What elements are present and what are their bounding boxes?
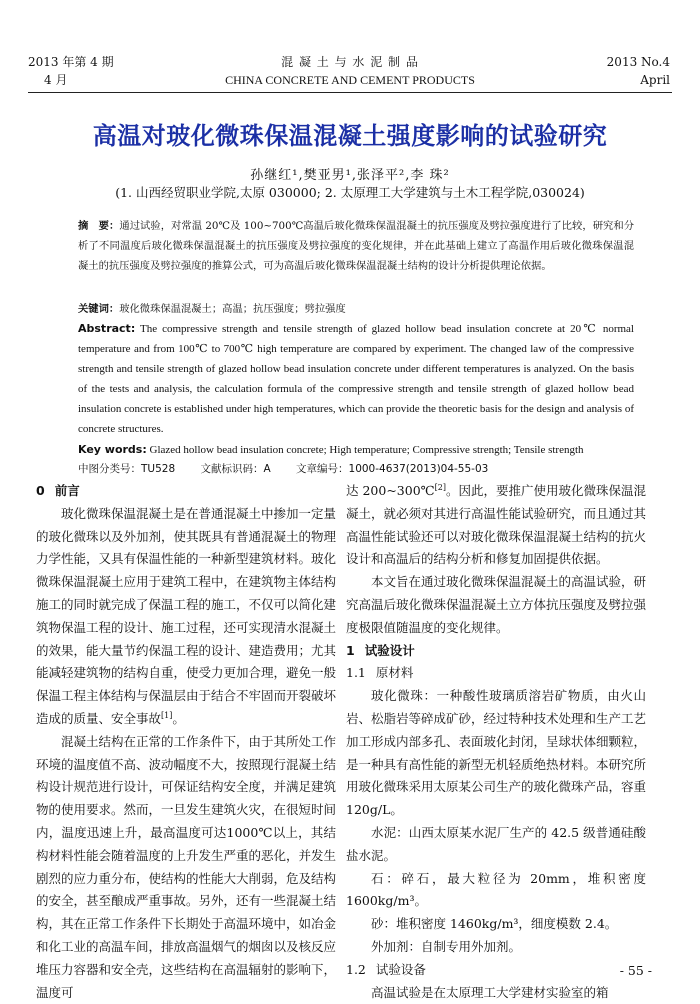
- citation: [2]: [434, 482, 446, 492]
- keywords-cn: [78, 299, 634, 319]
- author-list: 孙继红¹,樊亚男¹,张泽平²,李 珠²: [250, 168, 450, 183]
- affiliations: (1. 山西经贸职业学院,太原 030000; 2. 太原理工大学建筑与土木工程学院,030024): [115, 185, 585, 200]
- paragraph-end: 。: [172, 710, 185, 726]
- section-heading-intro: [36, 480, 336, 503]
- classification-line: [78, 461, 634, 476]
- header-issue-en: 2013 No.4: [606, 55, 670, 69]
- paper-title: 高温对玻化微珠保温混凝土强度影响的试验研究: [92, 122, 608, 150]
- abstract-en-label: Abstract:: [78, 322, 136, 335]
- abstract-en-text: The compressive strength and tensile strength of glazed hollow bead insulation concrete at 20℃ normal temperature and from 100℃ to 700℃ high temperature are compared by experiment. The changed law of the compressive strength and tensile strength of glazed hollow bead insulation concrete under different temperatures is analyzed. On the basis of the tests and analysis, the calculation formula of the compressive strength and tensile strength of glazed hollow bead insulation concrete is established under high temperatures, which can provide the theoretic basis for the design and analysis of concrete structures.: [78, 323, 634, 435]
- paragraph: 混凝土结构在正常的工作条件下，由于其所处工作环境的温度值不高、波动幅度不大，按照现行混凝土结构设计规范进行设计，可保证结构安全度，并满足建筑物的使用要求。然而，一旦发生建筑火灾，在很短时间内，温度迅速上升，最高温度可达1000℃以上，其结构材料性能会随着温度的上升发生严重的恶化，并发生剧烈的应力重分布，使结构的性能大大削弱，危及结构的安全，甚至酿成严重事故。另外，还有一些混凝土结构，其在正常工作条件下长期处于高温环境中，如冶金和化工业的高温车间，排放高温烟气的烟囱以及核反应堆压力容器和安全壳，这些结构在高温辐射的影响下，温度可: [36, 733, 337, 1000]
- subsection-title: 试验设备: [375, 961, 426, 977]
- paragraph: 外加剂：自制专用外加剂。: [371, 938, 522, 954]
- section-title: 前言: [54, 483, 80, 498]
- keywords-en: [78, 440, 634, 460]
- section-title: 试验设计: [364, 642, 415, 658]
- article-id: 文章编号：1000-4637(2013)04-55-03: [296, 463, 489, 475]
- paragraph: 水泥：山西太原某水泥厂生产的 42.5 级普通硅酸盐水泥。: [346, 824, 646, 863]
- section-number: 0: [36, 483, 45, 498]
- keywords-cn-text: 玻化微珠保温混凝土；高温；抗压强度；劈拉强度: [119, 303, 346, 315]
- document-code: 文献标识码：A: [200, 463, 271, 475]
- paragraph: 玻化微珠：一种酸性玻璃质溶岩矿物质，由火山岩、松脂岩等碎成矿砂，经过特种技术处理和生产工艺加工形成内部多孔、表面玻化封闭，呈球状体细颗粒，是一种具有高性能的新型无机轻质绝热材料。本研究所用玻化微珠采用太原某公司生产的玻化微珠产品，容重 120g/L。: [346, 688, 647, 818]
- subsection-heading-materials: [346, 662, 646, 685]
- clc-number: 中图分类号：TU528: [78, 463, 176, 475]
- paragraph-text: 达 200~300℃: [346, 483, 435, 498]
- paragraph: 砂：堆积密度 1460kg/m³，细度模数 2.4。: [371, 916, 618, 932]
- paragraph-text: 玻化微珠保温混凝土是在普通混凝土中掺加一定量的玻化微珠以及外加剂，使其既具有普通混凝土的物理力学性能，又具有保温性能的一种新型建筑材料。玻化微珠保温混凝土应用于建筑工程中，在建筑物主体结构施工的同时就完成了保温工程的施工，不仅可以简化建筑物保温工程的设计、施工过程，还可实现清水混凝土的效果，能大量节约保温工程的设计、建造费用；尤其能减轻建筑物的结构自重，使受力更加合理，避免一般保温工程主体结构与保温层由于结合不牢固而开裂破坏造成的质量、安全事故: [36, 505, 337, 726]
- paragraph: 高温试验是在太原理工大学建材实验室的箱: [371, 984, 609, 1000]
- journal-name-cn: 混 凝 土 与 水 泥 制 品: [281, 55, 419, 69]
- paragraph-end: 。因此，要推广使用玻化微珠保温混凝土，就必须对其进行高温性能试验研究，而且通过其高温性能试验还可以对玻化微珠保温混凝土结构的抗火设计和高温后的结构分析和修复加固提供依据。: [346, 483, 647, 567]
- keywords-en-text: Glazed hollow bead insulation concrete; High temperature; Compressive strength; Tensile strength: [149, 444, 584, 456]
- keywords-en-label: Key words:: [78, 443, 147, 456]
- paragraph: 本文旨在通过玻化微珠保温混凝土的高温试验，研究高温后玻化微珠保温混凝土立方体抗压强度及劈拉强度极限值随温度的变化规律。: [346, 574, 647, 635]
- header-month-en: April: [640, 73, 670, 87]
- section-number: 1: [346, 642, 355, 658]
- keywords-cn-label: 关键词：: [78, 303, 120, 315]
- paragraph: [346, 480, 646, 571]
- section-heading-design: [346, 640, 646, 663]
- header-issue: 2013 年第 4 期: [28, 55, 114, 69]
- left-column: [36, 480, 336, 1004]
- abstract-cn-text: 通过试验，对常温 20℃及 100~700℃高温后玻化微珠保温混凝土的抗压强度及劈拉强度进行了比较，研究和分析了不同温度后玻化微珠保温混凝土的抗压强度及劈拉强度的变化规律，并在此基础上建立了高温作用后玻化微珠保温混凝土的抗压强度及劈拉强度的推算公式，可为高温后玻化微珠保温混凝土结构的设计分析提供理论依据。: [78, 220, 635, 272]
- subsection-heading-equipment: [346, 959, 646, 982]
- page-number: - 55 -: [619, 963, 652, 978]
- abstract-en: [78, 319, 634, 439]
- journal-name-en: CHINA CONCRETE AND CEMENT PRODUCTS: [225, 73, 475, 87]
- header-month: 4 月: [44, 73, 68, 87]
- subsection-title: 原材料: [375, 665, 414, 681]
- citation: [1]: [161, 710, 173, 720]
- subsection-number: 1.1: [346, 665, 366, 681]
- right-column: [346, 480, 646, 1004]
- header-rule: [28, 92, 672, 93]
- abstract-cn-label: 摘 要：: [78, 220, 120, 232]
- paragraph: 石：碎石，最大粒径为 20mm，堆积密度 1600kg/m³。: [346, 870, 646, 909]
- abstract-cn: [78, 216, 634, 276]
- paragraph: [36, 503, 336, 731]
- subsection-number: 1.2: [346, 961, 366, 977]
